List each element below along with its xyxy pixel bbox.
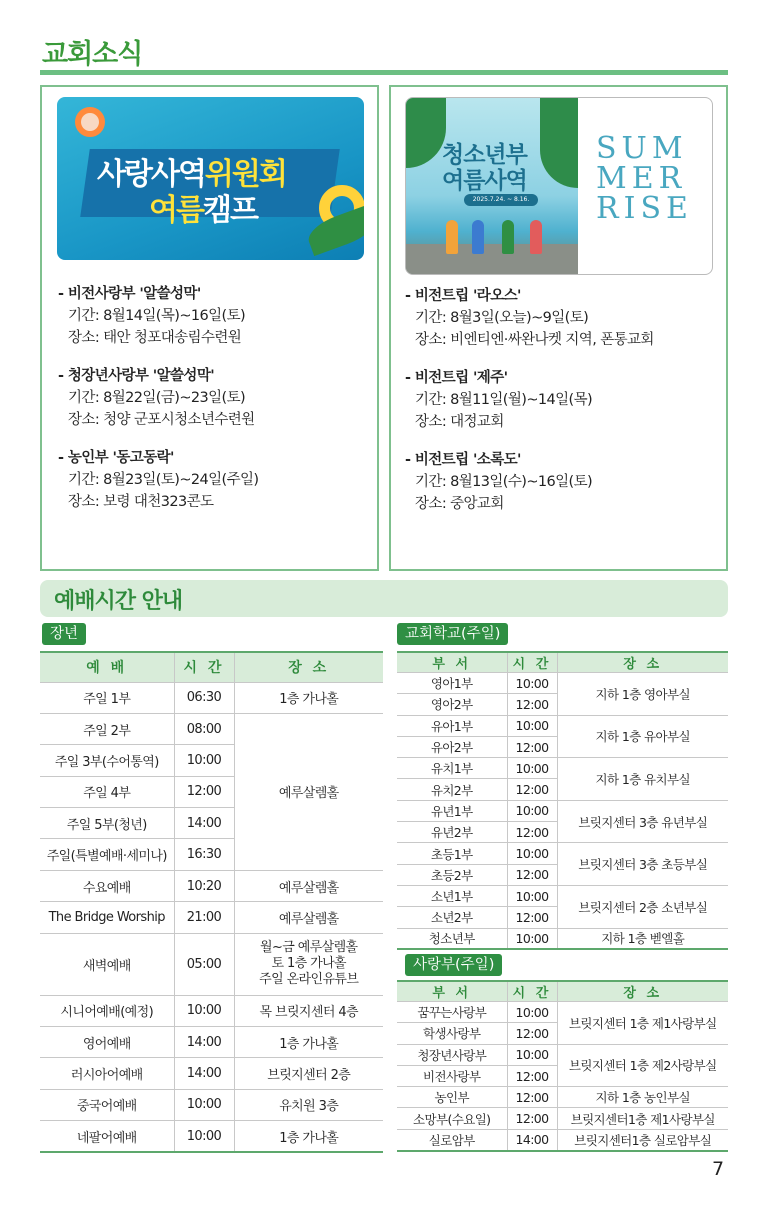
dept-time: 12:00 (507, 1087, 557, 1108)
dept-name: 영아1부 (397, 673, 507, 694)
service-place: 1층 가나홀 (234, 1121, 383, 1152)
dept-name: 소년1부 (397, 885, 507, 906)
dept-name: 영아2부 (397, 694, 507, 715)
service-name: 주일 1부 (40, 682, 174, 713)
news-item (405, 367, 654, 433)
table-row (397, 1129, 728, 1150)
news-item-name: - 청장년사랑부 '알쓸성막' (58, 368, 215, 384)
table-row (397, 673, 728, 694)
service-time: 14:00 (174, 1058, 234, 1089)
table-row (397, 1087, 728, 1108)
news-box-left (40, 85, 379, 571)
news-item-place: 장소: 보령 대천323콘도 (68, 494, 214, 510)
service-name: 수요예배 (40, 870, 174, 901)
dept-time: 10:00 (507, 843, 557, 864)
service-name: 주일 3부(수어통역) (40, 745, 174, 776)
service-time: 14:00 (174, 1027, 234, 1058)
person-icon (502, 220, 514, 254)
news-item-name: - 비전트립 '제주' (405, 370, 508, 386)
news-item-period: 기간: 8월22일(금)~23일(토) (68, 390, 246, 406)
banner-line2 (149, 185, 257, 229)
service-name: 주일 4부 (40, 776, 174, 807)
news-item-place: 장소: 비엔티엔·싸완나켓 지역, 폰통교회 (415, 332, 654, 348)
person-icon (530, 220, 542, 254)
news-item-place: 장소: 청양 군포시청소년수련원 (68, 412, 255, 428)
news-list-left (58, 283, 258, 529)
service-time: 10:00 (174, 745, 234, 776)
service-place: 목 브릿지센터 4층 (234, 995, 383, 1026)
dept-time: 10:00 (507, 1044, 557, 1065)
news-item (405, 285, 654, 351)
service-time: 12:00 (174, 776, 234, 807)
table-row (397, 758, 728, 779)
table-row (40, 1121, 383, 1152)
dept-name: 청장년사랑부 (397, 1044, 507, 1065)
dept-name: 소년2부 (397, 907, 507, 928)
adult-worship-table (40, 651, 383, 1153)
dept-time: 10:00 (507, 928, 557, 949)
service-name: 시니어예배(예정) (40, 995, 174, 1026)
dept-name: 비전사랑부 (397, 1065, 507, 1086)
worship-section-title: 예배시간 안내 (54, 589, 183, 614)
dept-place: 브릿지센터1층 실로암부실 (557, 1129, 728, 1150)
news-item-place: 장소: 대정교회 (415, 414, 504, 430)
palm-tree-icon (406, 98, 446, 168)
service-place: 1층 가나홀 (234, 1027, 383, 1058)
worship-section-header (40, 580, 728, 617)
dept-name: 꿈꾸는사랑부 (397, 1002, 507, 1023)
dept-name: 청소년부 (397, 928, 507, 949)
news-item-period: 기간: 8월23일(토)~24일(주일) (68, 472, 259, 488)
table-row (397, 1044, 728, 1065)
news-item-place: 장소: 태안 청포대송림수련원 (68, 330, 242, 346)
table-header-row (40, 652, 383, 682)
palm-tree-icon (540, 98, 578, 188)
service-place: 브릿지센터 2층 (234, 1058, 383, 1089)
school-label: 교회학교(주일) (397, 623, 508, 645)
dept-place: 브릿지센터 1층 제1사랑부실 (557, 1002, 728, 1045)
dept-time: 10:00 (507, 885, 557, 906)
dept-place: 브릿지센터1층 제1사랑부실 (557, 1108, 728, 1129)
dept-name: 유년2부 (397, 822, 507, 843)
service-time: 10:00 (174, 1121, 234, 1152)
news-item-period: 기간: 8월11일(월)~14일(목) (415, 392, 593, 408)
service-time: 14:00 (174, 808, 234, 839)
dept-name: 소망부(수요일) (397, 1108, 507, 1129)
dept-time: 10:00 (507, 1002, 557, 1023)
dept-time: 10:00 (507, 758, 557, 779)
service-time: 16:30 (174, 839, 234, 870)
summer-rise-text (596, 131, 693, 226)
dept-time: 12:00 (507, 736, 557, 757)
service-name: 주일 5부(청년) (40, 808, 174, 839)
table-row (397, 1002, 728, 1023)
service-place: 예루살렘홀 (234, 902, 383, 933)
love-table (397, 980, 728, 1152)
dept-time: 12:00 (507, 694, 557, 715)
person-icon (472, 220, 484, 254)
dept-name: 유년1부 (397, 800, 507, 821)
service-name: 영어예배 (40, 1027, 174, 1058)
news-item (405, 449, 654, 515)
title-rule (40, 70, 728, 75)
news-item-name: - 비전트립 '라오스' (405, 288, 521, 304)
dept-place: 지하 1층 농인부실 (557, 1087, 728, 1108)
news-item-period: 기간: 8월3일(오늘)~9일(토) (415, 310, 589, 326)
service-place: 예루살렘홀 (234, 870, 383, 901)
col-header-dept: 부 서 (397, 652, 507, 673)
dept-time: 12:00 (507, 1065, 557, 1086)
service-place: 유치원 3층 (234, 1089, 383, 1120)
dept-time: 10:00 (507, 673, 557, 694)
dept-time: 10:00 (507, 715, 557, 736)
news-item (58, 283, 258, 349)
news-list-right (405, 285, 654, 531)
service-time: 06:30 (174, 682, 234, 713)
table-row (40, 1027, 383, 1058)
service-place (234, 933, 383, 995)
service-name: 중국어예배 (40, 1089, 174, 1120)
youth-summer-banner (405, 97, 713, 275)
service-time: 10:20 (174, 870, 234, 901)
service-time: 10:00 (174, 995, 234, 1026)
dept-time: 12:00 (507, 1023, 557, 1044)
service-name: 주일 2부 (40, 713, 174, 744)
dept-name: 유아1부 (397, 715, 507, 736)
youth-summer-illustration (406, 98, 578, 275)
dept-time: 12:00 (507, 864, 557, 885)
dept-name: 초등2부 (397, 864, 507, 885)
col-header-dept: 부 서 (397, 981, 507, 1002)
service-time: 21:00 (174, 902, 234, 933)
dept-name: 학생사랑부 (397, 1023, 507, 1044)
service-name: 새벽예배 (40, 933, 174, 995)
place-line: 토 1층 가나홀 (271, 956, 347, 972)
youth-banner-title2: 여름사역 (442, 168, 527, 194)
love-label: 사랑부(주일) (405, 954, 502, 976)
banner-line2-yellow: 여름 (149, 193, 203, 228)
service-place: 예루살렘홀 (234, 713, 383, 870)
dept-time: 12:00 (507, 779, 557, 800)
col-header-place: 장 소 (557, 981, 728, 1002)
love-ministry-camp-banner (57, 97, 364, 260)
news-item-period: 기간: 8월14일(목)~16일(토) (68, 308, 246, 324)
table-row (397, 715, 728, 736)
table-row (40, 1089, 383, 1120)
dept-time: 12:00 (507, 822, 557, 843)
col-header-time: 시 간 (174, 652, 234, 682)
news-item-name: - 농인부 '동고동락' (58, 450, 174, 466)
youth-banner-date: 2025.7.24. ~ 8.16. (464, 194, 538, 206)
dept-place: 지하 1층 유치부실 (557, 758, 728, 801)
service-name: The Bridge Worship (40, 902, 174, 933)
news-item-period: 기간: 8월13일(수)~16일(토) (415, 474, 593, 490)
dept-name: 초등1부 (397, 843, 507, 864)
col-header-time: 시 간 (507, 652, 557, 673)
page-title: 교회소식 (42, 39, 143, 70)
service-time: 08:00 (174, 713, 234, 744)
dept-place: 브릿지센터 3층 유년부실 (557, 800, 728, 843)
table-row (397, 928, 728, 949)
service-time: 10:00 (174, 1089, 234, 1120)
service-name: 네팔어예배 (40, 1121, 174, 1152)
table-row (40, 902, 383, 933)
adult-label: 장년 (42, 623, 86, 645)
youth-banner-title1: 청소년부 (442, 142, 527, 168)
dept-place: 브릿지센터 3층 초등부실 (557, 843, 728, 886)
table-row (40, 995, 383, 1026)
dept-name: 실로암부 (397, 1129, 507, 1150)
place-line: 주일 온라인유튜브 (259, 972, 359, 988)
dept-place: 지하 1층 벧엘홀 (557, 928, 728, 949)
service-name: 러시아어예배 (40, 1058, 174, 1089)
person-icon (446, 220, 458, 254)
swim-float-icon (75, 107, 105, 137)
table-row (40, 870, 383, 901)
service-place: 1층 가나홀 (234, 682, 383, 713)
summer-word: MER (596, 161, 687, 196)
summer-word: RISE (596, 191, 693, 226)
dept-time: 14:00 (507, 1129, 557, 1150)
table-row (397, 1108, 728, 1129)
page-number: 7 (712, 1158, 725, 1180)
dept-time: 12:00 (507, 907, 557, 928)
table-row (40, 682, 383, 713)
school-table (397, 651, 728, 950)
table-row (40, 933, 383, 995)
col-header-place: 장 소 (557, 652, 728, 673)
news-item (58, 365, 258, 431)
dept-time: 12:00 (507, 1108, 557, 1129)
table-row (40, 1058, 383, 1089)
dept-name: 유아2부 (397, 736, 507, 757)
dept-name: 농인부 (397, 1087, 507, 1108)
dept-place: 지하 1층 영아부실 (557, 673, 728, 716)
summer-word: SUM (596, 131, 688, 166)
banner-line1-yellow: 위원회 (204, 157, 286, 192)
banner-line2-white: 캠프 (202, 193, 257, 228)
table-row (397, 800, 728, 821)
news-item-name: - 비전트립 '소록도' (405, 452, 521, 468)
table-row (397, 885, 728, 906)
news-item-place: 장소: 중앙교회 (415, 496, 504, 512)
table-header-row (397, 652, 728, 673)
banner-line1-white: 사랑사역 (97, 157, 205, 192)
col-header-service: 예 배 (40, 652, 174, 682)
dept-name: 유치1부 (397, 758, 507, 779)
table-row (40, 713, 383, 744)
dept-time: 10:00 (507, 800, 557, 821)
table-row (397, 843, 728, 864)
news-item (58, 447, 258, 513)
ground-area (406, 244, 578, 275)
service-time: 05:00 (174, 933, 234, 995)
dept-place: 지하 1층 유아부실 (557, 715, 728, 758)
dept-place: 브릿지센터 1층 제2사랑부실 (557, 1044, 728, 1087)
news-item-name: - 비전사랑부 '알쓸성막' (58, 286, 201, 302)
table-header-row (397, 981, 728, 1002)
col-header-time: 시 간 (507, 981, 557, 1002)
news-box-right (389, 85, 728, 571)
service-name: 주일(특별예배·세미나) (40, 839, 174, 870)
col-header-place: 장 소 (234, 652, 383, 682)
dept-name: 유치2부 (397, 779, 507, 800)
dept-place: 브릿지센터 2층 소년부실 (557, 885, 728, 928)
place-line: 월~금 예루살렘홀 (259, 940, 358, 956)
